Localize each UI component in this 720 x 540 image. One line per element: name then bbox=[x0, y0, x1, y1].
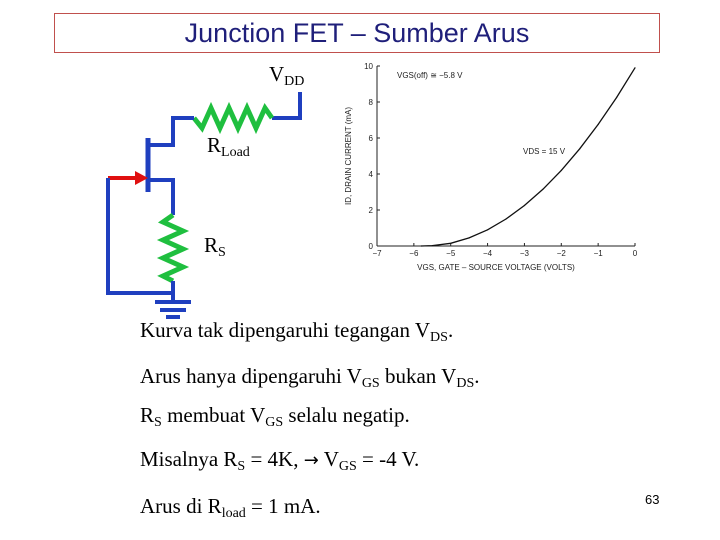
curve-point bbox=[598, 124, 599, 125]
y-tick-label: 8 bbox=[368, 98, 373, 107]
subscript: DS bbox=[430, 330, 448, 345]
bullet-text: Misalnya R bbox=[140, 447, 238, 471]
vgs-off-annotation: VGS(off) ≅ −5.8 V bbox=[397, 71, 463, 80]
transfer-curve-line bbox=[421, 68, 635, 246]
bullet-text: = -4 V. bbox=[356, 447, 420, 471]
vdd-wire bbox=[272, 92, 300, 118]
curve-point bbox=[432, 245, 433, 246]
bullet-text: Arus di R bbox=[140, 494, 222, 518]
x-tick-label: −2 bbox=[556, 249, 566, 258]
rload-resistor bbox=[194, 108, 272, 128]
right-arrow-icon: → bbox=[303, 450, 319, 471]
curve-point bbox=[450, 243, 451, 244]
subscript: S bbox=[237, 459, 246, 474]
rload-label: $R_{Load}$ bbox=[207, 133, 250, 160]
transfer-curve-chart bbox=[335, 58, 638, 278]
curve-point bbox=[421, 245, 422, 246]
bullet-line-5 bbox=[140, 494, 321, 522]
x-axis-label: VGS, GATE – SOURCE VOLTAGE (VOLTS) bbox=[417, 263, 575, 272]
y-tick-label: 6 bbox=[368, 134, 373, 143]
subscript: GS bbox=[265, 415, 284, 430]
bullet-text: Arus hanya dipengaruhi V bbox=[140, 364, 362, 388]
curve-point bbox=[579, 148, 580, 149]
bullet-text: V bbox=[318, 447, 339, 471]
bullet-text: bukan V bbox=[379, 364, 457, 388]
x-tick-label: −1 bbox=[593, 249, 603, 258]
subscript: DS bbox=[456, 376, 475, 391]
y-tick-label: 2 bbox=[368, 206, 373, 215]
bullet-line-2 bbox=[140, 364, 479, 392]
vdd-label: $V_{DD}$ bbox=[269, 62, 305, 89]
bullet-line-4 bbox=[140, 447, 419, 475]
source-wire bbox=[148, 180, 173, 215]
curve-point bbox=[487, 229, 488, 230]
subscript: load bbox=[221, 506, 246, 521]
bullet-text: = 4K, bbox=[245, 447, 304, 471]
bullet-text: selalu negatip. bbox=[283, 403, 410, 427]
x-tick-label: −7 bbox=[372, 249, 382, 258]
subscript: S bbox=[154, 415, 162, 430]
curve-point bbox=[542, 189, 543, 190]
bullet-text: . bbox=[474, 364, 480, 388]
y-axis-label: ID, DRAIN CURRENT (mA) bbox=[344, 106, 353, 206]
page-number: 63 bbox=[645, 492, 660, 507]
x-tick-label: −3 bbox=[519, 249, 529, 258]
slide-title: Junction FET – Sumber Arus bbox=[184, 18, 530, 48]
subscript: GS bbox=[338, 459, 357, 474]
rs-resistor bbox=[163, 215, 183, 281]
y-tick-label: 10 bbox=[364, 62, 373, 71]
drain-wire bbox=[148, 118, 194, 145]
curve-point bbox=[469, 237, 470, 238]
curve-point bbox=[561, 170, 562, 171]
x-tick-label: −5 bbox=[446, 249, 456, 258]
bullet-line-3 bbox=[140, 403, 410, 431]
curve-point bbox=[505, 218, 506, 219]
bullet-text: = 1 mA. bbox=[245, 494, 321, 518]
x-tick-label: 0 bbox=[632, 249, 638, 258]
bullet-line-1 bbox=[140, 318, 453, 346]
bullet-text: . bbox=[447, 318, 454, 342]
y-tick-label: 4 bbox=[368, 170, 373, 179]
curve-point bbox=[634, 67, 635, 68]
bullet-text: R bbox=[140, 403, 155, 427]
curve-point bbox=[524, 205, 525, 206]
x-tick-label: −6 bbox=[409, 249, 419, 258]
y-tick-label: 0 bbox=[368, 242, 373, 251]
vds-annotation: VDS = 15 V bbox=[523, 147, 566, 157]
bullet-text: membuat V bbox=[161, 403, 266, 427]
curve-point bbox=[616, 97, 617, 98]
subscript: GS bbox=[361, 376, 380, 391]
rs-label: $R_S$ bbox=[204, 233, 226, 260]
bullet-text: Kurva tak dipengaruhi tegangan V bbox=[140, 318, 431, 342]
x-tick-label: −4 bbox=[483, 249, 493, 258]
